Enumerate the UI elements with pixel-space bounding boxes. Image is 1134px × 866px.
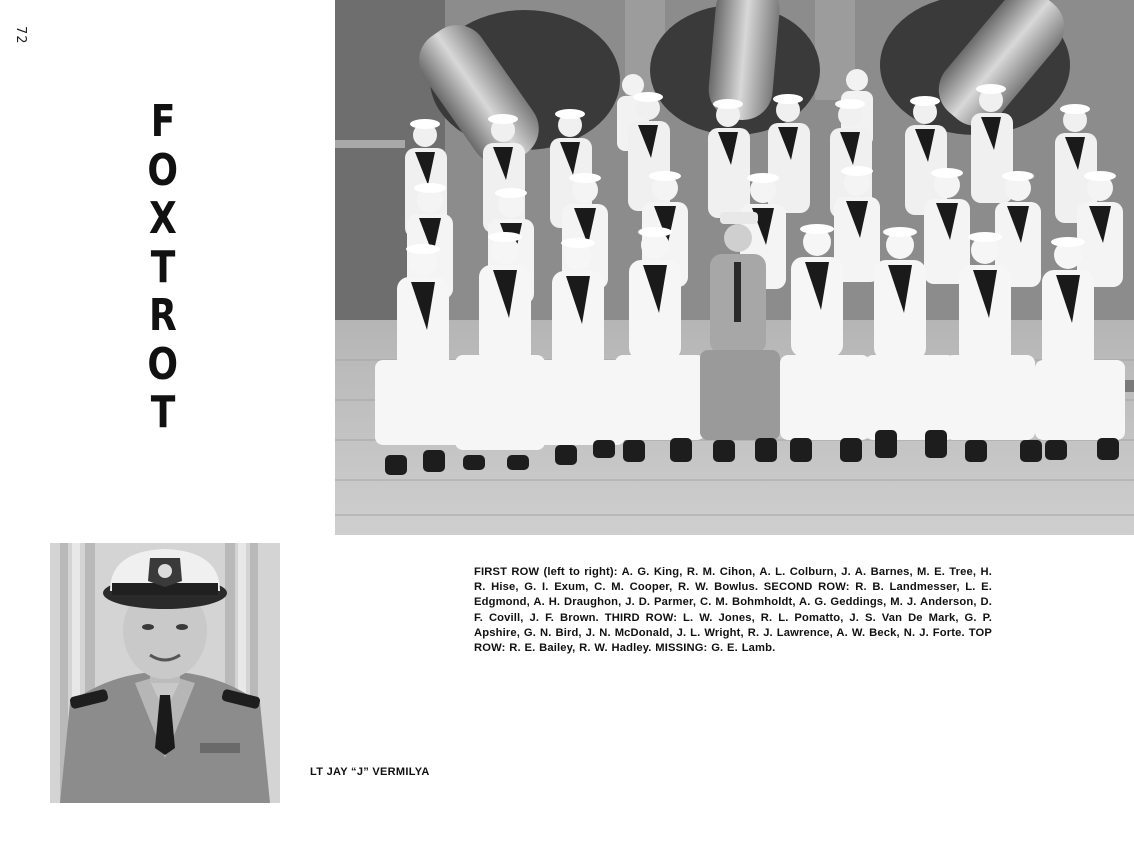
title-letter: O — [147, 338, 179, 390]
company-title — [146, 98, 180, 438]
officer-caption: LT JAY “J” VERMILYA — [310, 766, 430, 778]
title-letter: T — [150, 241, 176, 293]
title-letter: X — [149, 193, 177, 244]
officer-portrait-illustration — [50, 543, 280, 803]
title-letter: T — [150, 387, 176, 438]
page-number: 72 — [13, 26, 28, 45]
title-letter: F — [150, 96, 176, 147]
title-letter: O — [147, 144, 179, 196]
title-letter: R — [149, 290, 177, 341]
roster-caption: FIRST ROW (left to right): A. G. King, R. M. Cihon, A. L. Colburn, J. A. Barnes, M. E. Tree, H. R. Hise, G. I. Exum, C. M. Cooper, R. W. Bowlus. SECOND ROW: R. B. Landmesser, L. E. Edgmond, A. H. Draughon, J. D. Parmer, C. M. Bohmholdt, A. G. Geddings, M. J. Anderson, D. F. Covill, J. F. Brown. THIRD ROW: L. W. Jones, R. L. Pomatto, J. S. Van De Mark, G. P. Apshire, G. N. Bird, J. N. McDonald, J. L. Wright, R. J. Lawrence, A. W. Beck, N. J. Forte. TOP ROW: R. E. Bailey, R. W. Hadley. MISSING: G. E. Lamb. — [474, 566, 992, 655]
officer-portrait — [50, 543, 280, 803]
group-photo — [335, 0, 1134, 535]
group-photo-illustration — [335, 0, 1134, 535]
